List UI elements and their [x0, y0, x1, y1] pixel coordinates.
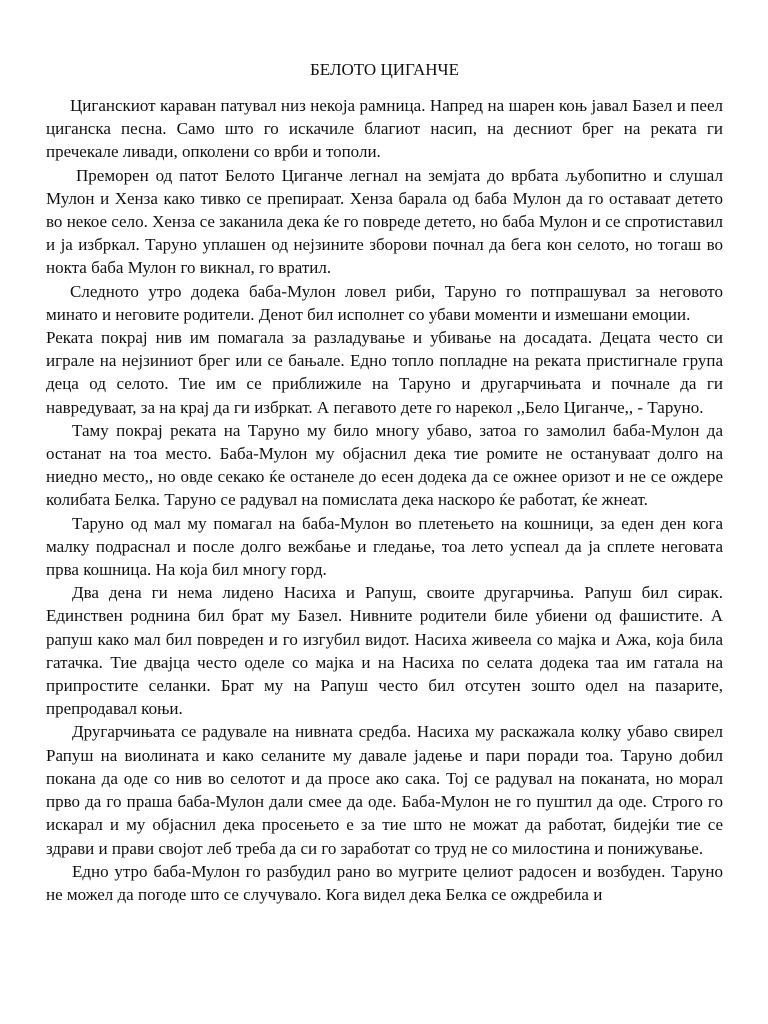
paragraph-8: Другарчињата се радувале на нивната средба. Насиха му раскажала колку убаво свирел Рапуш на виолината и како селаните му давале јадење и пари поради тоа. Таруно добил покана да оде со нив во селотот и да просе ако сака. Тој се радувал на поканата, но морал прво да го праша баба-Мулон дали смее да оде. Баба-Мулон не го пуштил да оде. Строго го искарал и му објаснил дека просењето е за тие што не можат да работат, бидејќи тие се здрави и прави својот леб треба да си го заработат со труд не со милостина и понижување. [46, 722, 723, 858]
paragraph-7: Два дена ги нема лидено Насиха и Рапуш, своите другарчиња. Рапуш бил сирак. Единствен роднина бил брат му Базел. Нивните родители биле убиени од фашистите. А рапуш како мал бил повреден и го изгубил видот. Насиха живеела со мајка и Ажа, која била гатачка. Тие двајца често оделе со мајка и на Насиха по селата додека таа им гатала на припростите селанки. Брат му на Рапуш често бил отсутен зошто одел на пазарите, препродавал коњи. [46, 583, 723, 719]
paragraph-5: Таму покрај реката на Таруно му било многу убаво, затоа го замолил баба-Мулон да останат на тоа место. Баба-Мулон му објаснил дека тие ромите не остануваат долго на ниедно место,, но овде секако ќе останеле до есен додека да се ожнее оризот и не се ождере колибата Белка. Таруно се радувал на помислата дека наскоро ќе работат, ќе жнеат. [46, 420, 723, 510]
paragraph-1: Циганскиот караван патувал низ некоја рамница. Напред на шарен коњ јавал Базел и пеел циганска песна. Само што го искачиле благиот насип, на десниот брег на реката ги пречекале ливади, опколени со врби и тополи. [46, 96, 723, 162]
document-page [46, 58, 723, 906]
paragraph-4: Реката покрај нив им помагала за разладување и убивање на досадата. Децата често си играле на нејзиниот брег или се бањале. Едно топло попладне на реката пристигнале група деца од селото. Тие им се приближиле на Таруно и другарчињата и почнале да ги навредуваат, за на крај да ги избркат. А пегавото дете го нарекол ,,Бело Циганче,, - Таруно. [46, 328, 723, 417]
paragraph-6: Таруно од мал му помагал на баба-Мулон во плетењето на кошници, за еден ден кога малку подраснал и после долго вежбање и гледање, тоа лето успеал да ја сплете неговата прва кошница. На која бил многу горд. [46, 513, 723, 580]
paragraph-3: Следното утро додека баба-Мулон ловел риби, Таруно го потпрашувал за неговото минато и неговите родители. Денот бил исполнет со убави моменти и измешани емоции. [46, 281, 723, 324]
paragraph-2: Преморен од патот Белото Циганче легнал на земјата до врбата љубопитно и слушал Мулон и Хенза како тивко се препираат. Хенза барала од баба Мулон да го оставаат детето во некое село. Хенза се заканила дека ќе го повреде детето, но баба Мулон и се спротиставил и ја избркал. Таруно уплашен од нејзините зборови почнал да бега кон селото, но тогаш во нокта баба Мулон го викнал, го вратил. [46, 165, 723, 278]
paragraph-9: Едно утро баба-Мулон го разбудил рано во мугрите целиот радосен и возбуден. Таруно не можел да погоде што се случувало. Кога видел дека Белка се ождребила и [46, 861, 723, 904]
document-title: БЕЛОТО ЦИГАНЧЕ [310, 60, 459, 79]
